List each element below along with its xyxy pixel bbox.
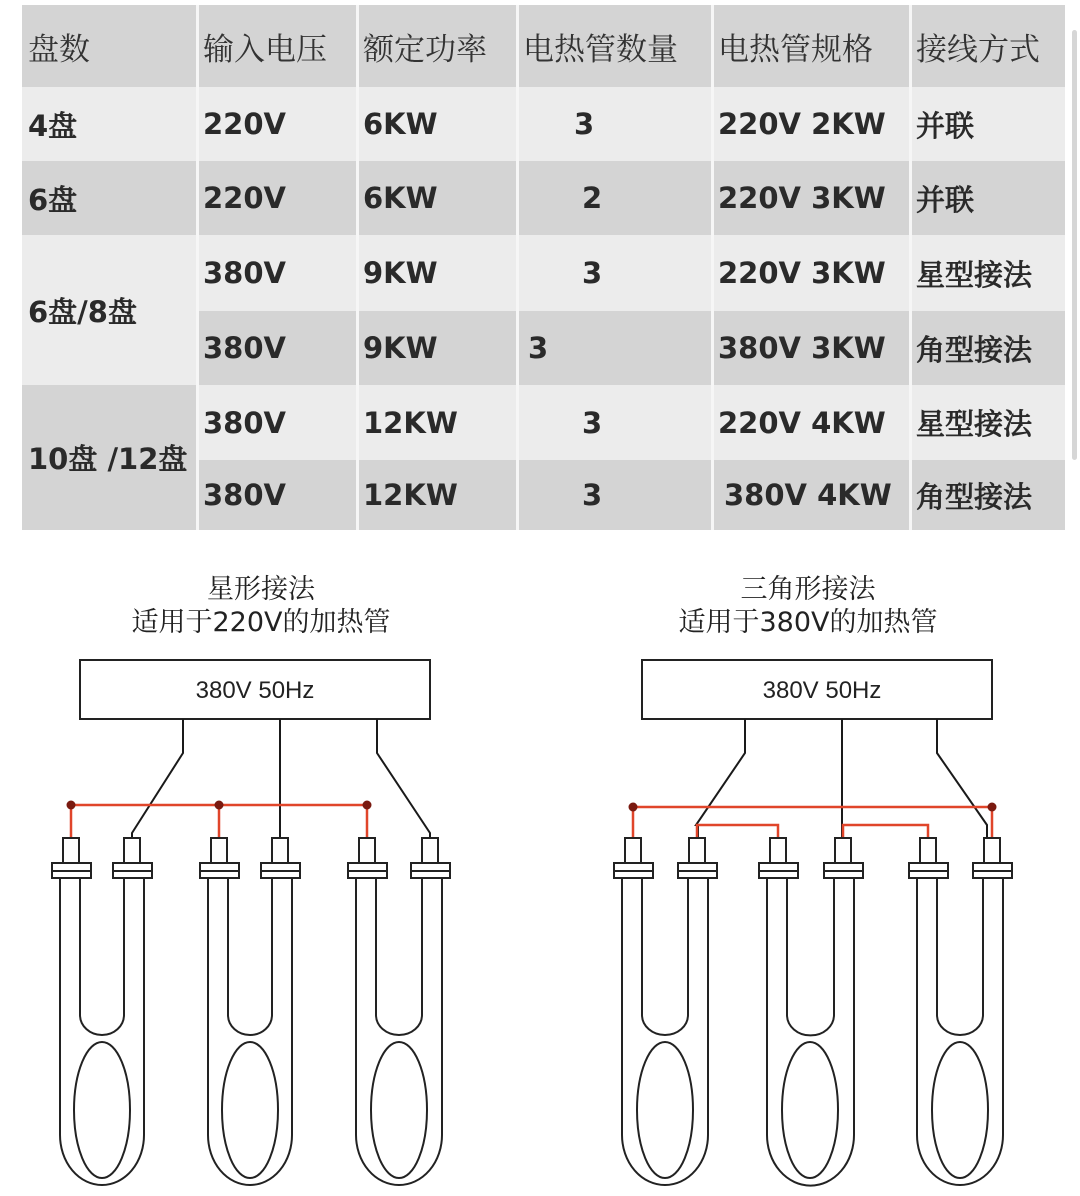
- power-supply-label: 380V 50Hz: [195, 677, 315, 704]
- cell-power: 6KW: [357, 87, 517, 161]
- cell-wiring: 星型接法: [910, 385, 1065, 460]
- header-cell-power: 额定功率: [357, 5, 517, 87]
- header-cell-voltage: 输入电压: [197, 5, 357, 87]
- cell-voltage: 380V: [197, 235, 357, 311]
- cell-spec: 220V 3KW: [712, 235, 910, 311]
- delta-link-2: [843, 825, 928, 838]
- column-divider: [356, 5, 359, 530]
- junction-dot: [988, 803, 997, 812]
- heater-tube: [759, 838, 863, 1186]
- heater-tube: [614, 838, 717, 1185]
- delta-link-outer: [633, 807, 992, 838]
- scrollbar[interactable]: [1072, 30, 1077, 460]
- cell-voltage: 380V: [197, 460, 357, 530]
- delta-link-1: [697, 825, 778, 838]
- heater-tube: [52, 838, 152, 1185]
- cell-spec: 220V 3KW: [712, 161, 910, 235]
- column-divider: [516, 5, 519, 530]
- cell-wiring: 角型接法: [910, 460, 1065, 530]
- feed-wire-l3: [377, 719, 430, 840]
- heater-tube: [348, 838, 450, 1185]
- cell-count: 3: [517, 311, 712, 385]
- cell-spec: 220V 2KW: [712, 87, 910, 161]
- cell-wiring: 并联: [910, 87, 1065, 161]
- cell-power: 6KW: [357, 161, 517, 235]
- cell-power: 9KW: [357, 235, 517, 311]
- cell-spec: 220V 4KW: [712, 385, 910, 460]
- cell-voltage: 220V: [197, 161, 357, 235]
- junction-dot: [67, 801, 76, 810]
- cell-power: 12KW: [357, 460, 517, 530]
- delta-diagram-subtitle: 适用于380V的加热管: [678, 607, 938, 638]
- star-wiring-diagram: [0, 535, 540, 1196]
- cell-count: 3: [517, 385, 712, 460]
- junction-dot: [215, 801, 224, 810]
- heater-tube: [200, 838, 300, 1185]
- feed-wire-l3: [937, 719, 987, 838]
- star-diagram-title: 星形接法: [207, 574, 315, 605]
- junction-dot: [363, 801, 372, 810]
- cell-voltage: 380V: [197, 385, 357, 460]
- junction-dot: [629, 803, 638, 812]
- header-cell-disks: 盘数: [22, 5, 197, 87]
- spec-table: [22, 5, 1065, 530]
- group-cell-6-8: 6盘/8盘: [22, 235, 197, 385]
- cell-power: 12KW: [357, 385, 517, 460]
- cell-spec: 380V 3KW: [712, 311, 910, 385]
- cell-spec: 380V 4KW: [712, 460, 910, 530]
- header-cell-spec: 电热管规格: [712, 5, 910, 87]
- feed-wire-l1: [696, 719, 745, 838]
- cell-wiring: 星型接法: [910, 235, 1065, 311]
- cell-count: 3: [517, 235, 712, 311]
- header-cell-count: 电热管数量: [517, 5, 712, 87]
- delta-diagram-drawing: [540, 535, 1080, 1196]
- column-divider: [711, 5, 714, 530]
- star-diagram-drawing: [0, 535, 540, 1196]
- star-diagram-subtitle: 适用于220V的加热管: [131, 607, 391, 638]
- delta-wiring-diagram: [540, 535, 1080, 1196]
- group-cell-4: 4盘: [22, 87, 197, 161]
- cell-count: 3: [517, 460, 712, 530]
- cell-voltage: 220V: [197, 87, 357, 161]
- column-divider: [909, 5, 912, 530]
- cell-wiring: 并联: [910, 161, 1065, 235]
- heater-tube: [909, 838, 1012, 1185]
- delta-diagram-title: 三角形接法: [740, 574, 876, 605]
- column-divider: [196, 5, 199, 530]
- cell-count: 3: [517, 87, 712, 161]
- cell-power: 9KW: [357, 311, 517, 385]
- power-supply-label: 380V 50Hz: [762, 677, 882, 704]
- group-cell-6: 6盘: [22, 161, 197, 235]
- group-cell-10-12: 10盘 /12盘: [22, 385, 197, 530]
- cell-voltage: 380V: [197, 311, 357, 385]
- header-cell-wiring: 接线方式: [910, 5, 1065, 87]
- cell-count: 2: [517, 161, 712, 235]
- cell-wiring: 角型接法: [910, 311, 1065, 385]
- feed-wire-l1: [132, 719, 183, 840]
